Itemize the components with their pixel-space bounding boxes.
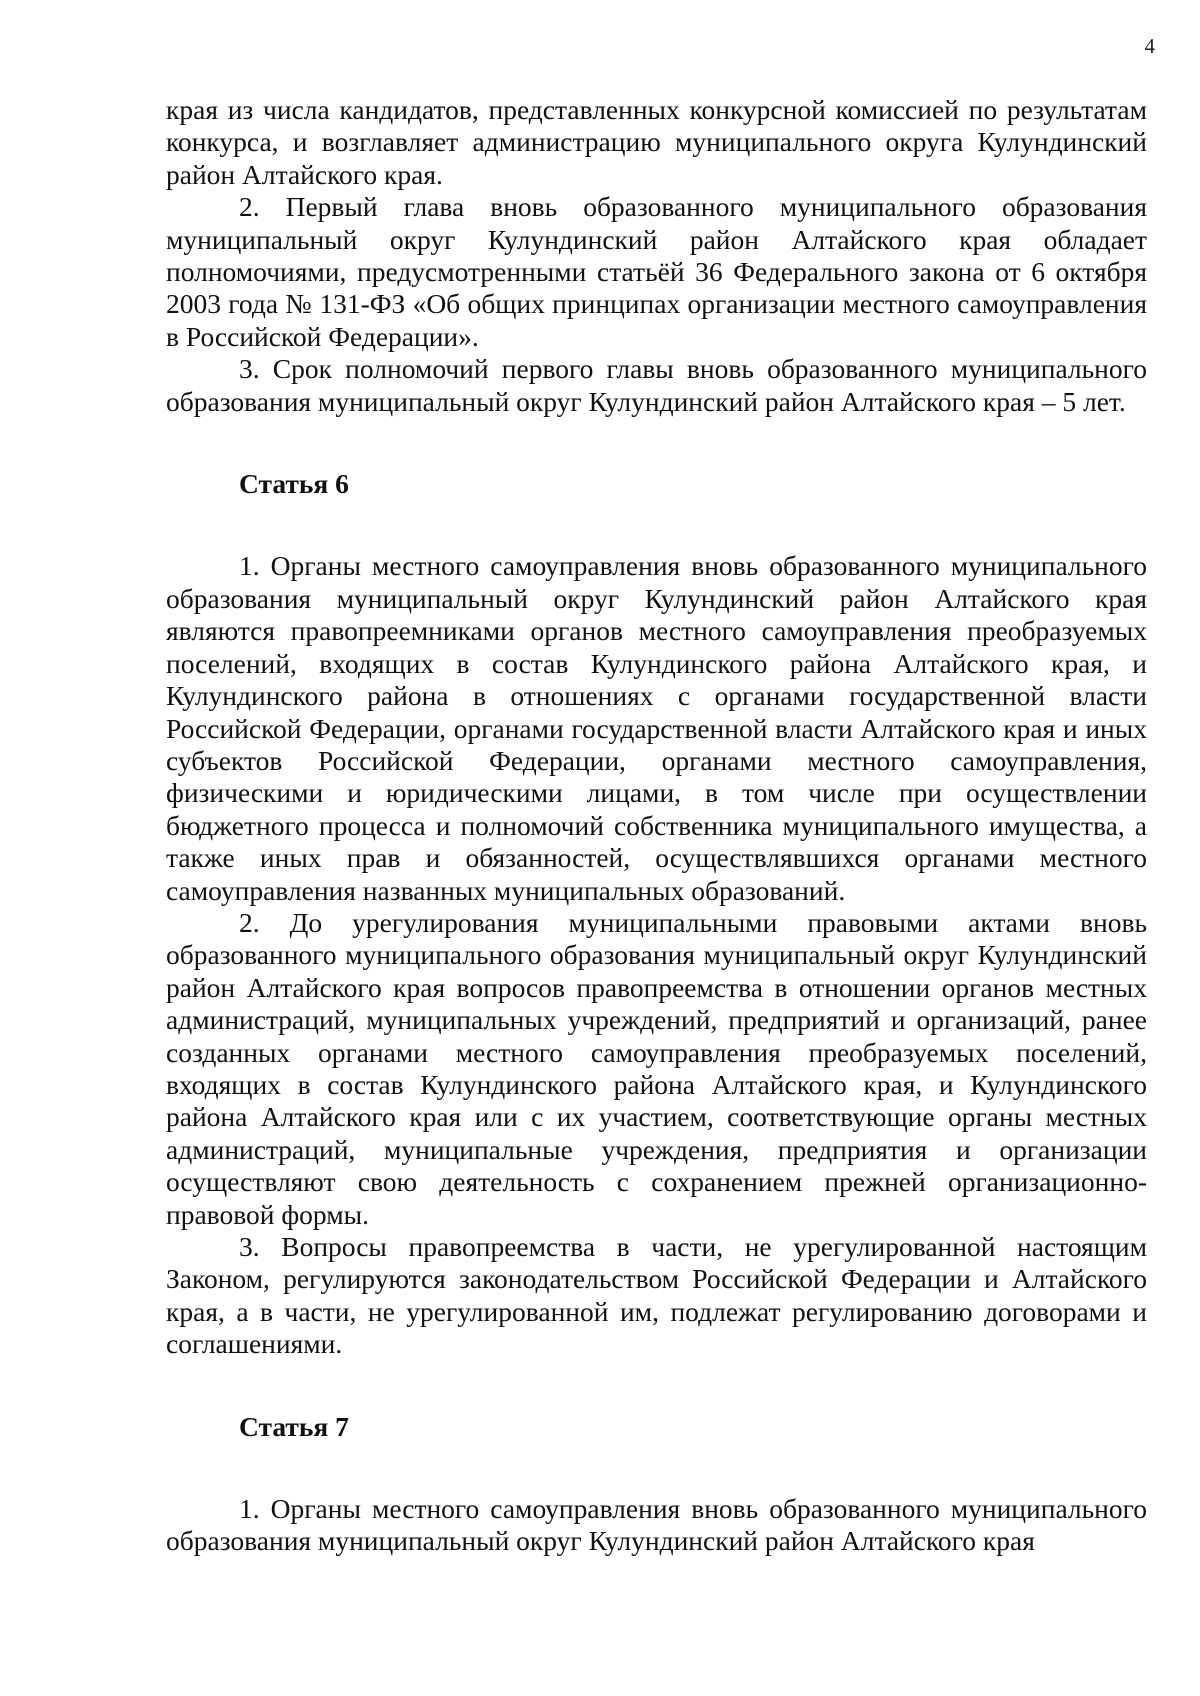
- document-body: [166, 94, 1147, 1558]
- article-6-paragraph-2: 2. До урегулирования муниципальными правовыми актами вновь образованного муниципального образования муниципальный округ Кулундинский район Алтайского края вопросов правопреемства в отношении органов местных администраций, муниципальных учреждений, предприятий и организаций, ранее созданных органами местного самоуправления преобразуемых поселений, входящих в состав Кулундинского района Алтайского края, и Кулундинского района Алтайского края или с их участием, соответствующие органы местных администраций, муниципальные учреждения, предприятия и организации осуществляют свою деятельность с сохранением прежней организационно-правовой формы.: [166, 906, 1147, 1230]
- page-number: 4: [1144, 34, 1155, 58]
- article-7-paragraph-1: 1. Органы местного самоуправления вновь образованного муниципального образования муниципальный округ Кулундинский район Алтайского края: [166, 1493, 1147, 1557]
- paragraph-continuation: края из числа кандидатов, представленных конкурсной комиссией по результатам конкурса, и возглавляет администрацию муниципального округа Кулундинский район Алтайского края.: [166, 94, 1147, 190]
- paragraph-item-2: 2. Первый глава вновь образованного муниципального образования муниципальный округ Кулундинский район Алтайского края обладает полномочиями, предусмотренными статьёй 36 Федерального закона от 6 октября 2003 года № 131-ФЗ «Об общих принципах организации местного самоуправления в Российской Федерации».: [166, 191, 1147, 352]
- article-6-heading: Статья 6: [239, 468, 349, 500]
- article-6-paragraph-1: 1. Органы местного самоуправления вновь образованного муниципального образования муниципальный округ Кулундинский район Алтайского края являются правопреемниками органов местного самоуправления преобразуемых поселений, входящих в состав Кулундинского района Алтайского края, и Кулундинского района в отношениях с органами государственной власти Российской Федерации, органами государственной власти Алтайского края и иных субъектов Российской Федерации, органами местного самоуправления, физическими и юридическими лицами, в том числе при осуществлении бюджетного процесса и полномочий собственника муниципального имущества, а также иных прав и обязанностей, осуществлявшихся органами местного самоуправления названных муниципальных образований.: [166, 550, 1147, 906]
- paragraph-item-3: 3. Срок полномочий первого главы вновь образованного муниципального образования муниципальный округ Кулундинский район Алтайского края – 5 лет.: [166, 353, 1147, 417]
- article-6-paragraph-3: 3. Вопросы правопреемства в части, не урегулированной настоящим Законом, регулируются законодательством Российской Федерации и Алтайского края, а в части, не урегулированной им, подлежат регулированию договорами и соглашениями.: [166, 1231, 1147, 1360]
- article-7-heading: Статья 7: [239, 1410, 349, 1442]
